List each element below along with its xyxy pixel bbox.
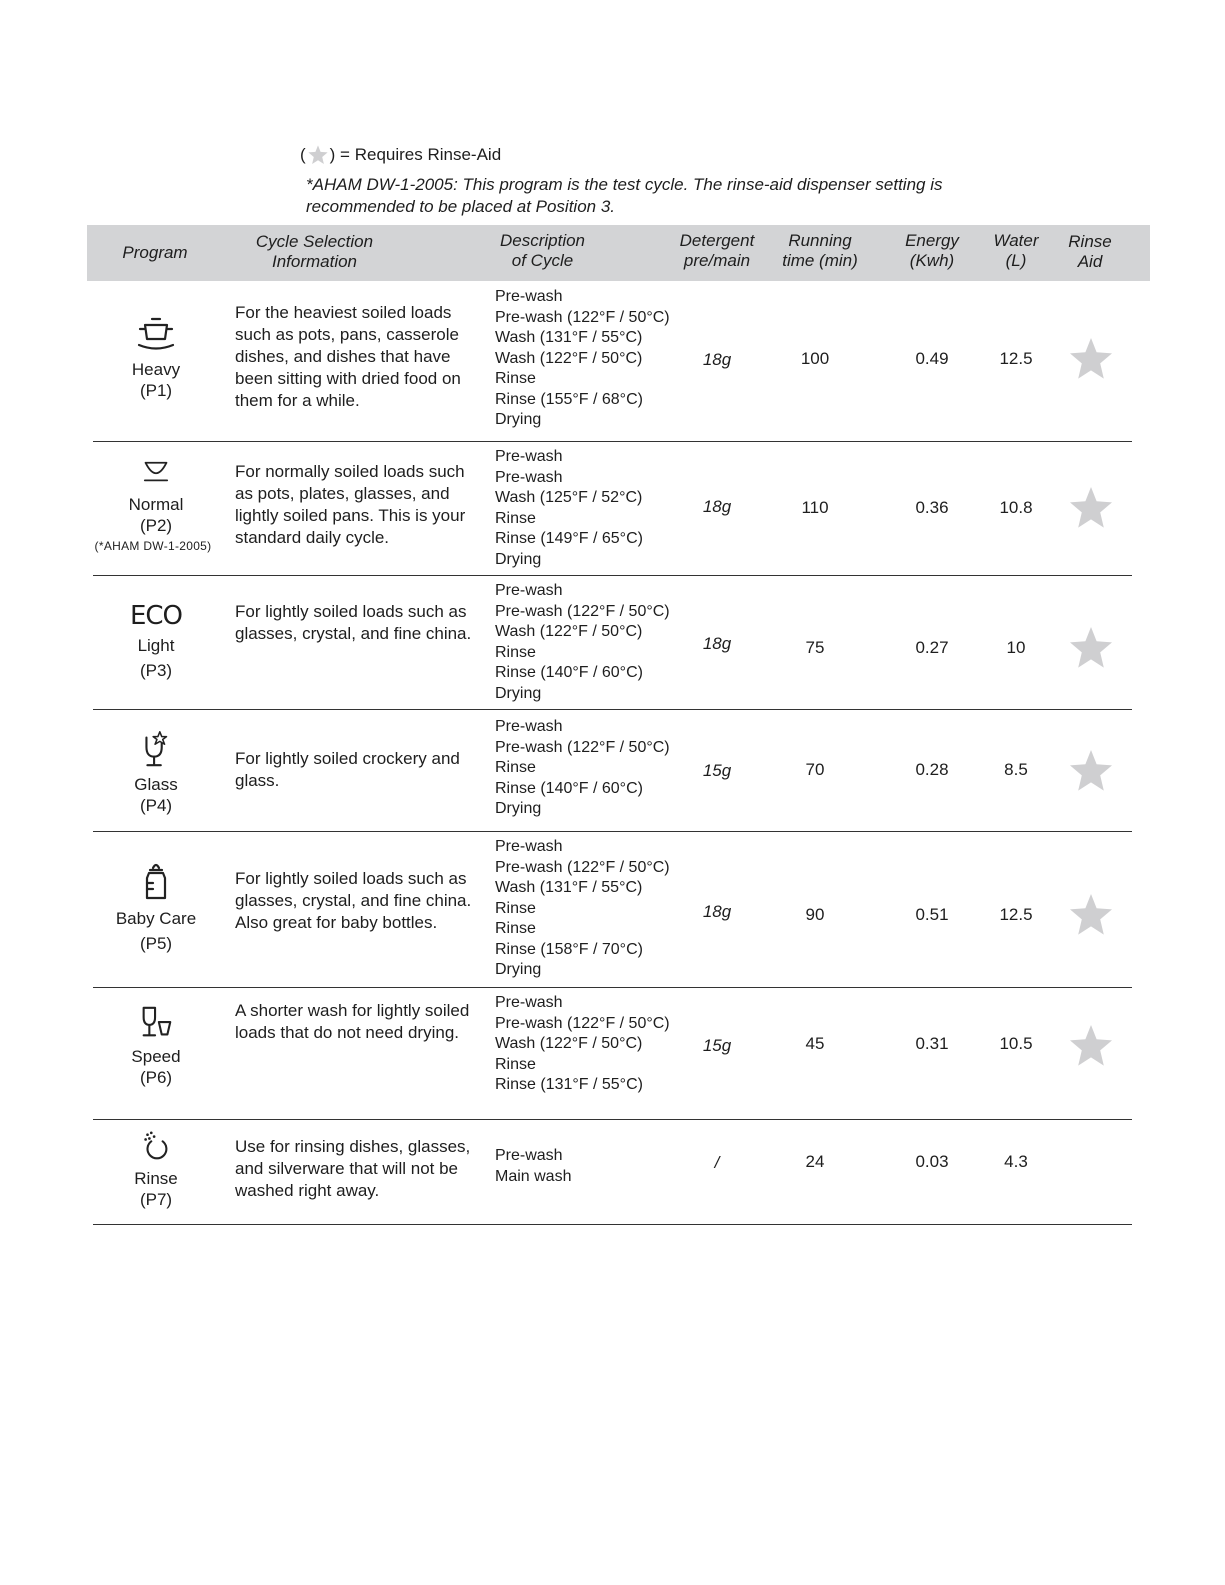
step: Pre-wash xyxy=(495,582,563,599)
step: Rinse (140°F / 60°C) xyxy=(495,779,643,797)
detergent-value: / xyxy=(714,1153,720,1172)
detergent-value: 18g xyxy=(702,497,732,516)
step: Pre-wash xyxy=(495,288,563,305)
cycle-steps xyxy=(495,717,695,820)
step: Drying xyxy=(495,684,542,702)
step: Pre-wash (122°F / 50°C) xyxy=(495,602,670,620)
rinse-aid-star-icon xyxy=(1067,335,1115,383)
cycle-steps xyxy=(495,993,695,1096)
table-row xyxy=(87,1120,1132,1225)
rinse-aid-star-icon xyxy=(1067,747,1115,795)
step: Pre-wash (122°F / 50°C) xyxy=(495,738,670,756)
water-value: 4.3 xyxy=(1004,1152,1028,1171)
program-sub: (*AHAM DW-1-2005) xyxy=(94,539,212,553)
program-name: Speed xyxy=(131,1047,181,1066)
cycle-steps xyxy=(495,1146,695,1187)
program-name: Baby Care xyxy=(115,909,197,928)
rinse-aid-star-icon xyxy=(1067,1022,1115,1070)
step: Wash (122°F / 50°C) xyxy=(495,1035,643,1052)
cycle-steps xyxy=(495,581,695,704)
energy-value: 0.03 xyxy=(915,1152,949,1171)
step: Rinse xyxy=(495,1055,536,1073)
step: Wash (131°F / 55°C) xyxy=(495,879,643,896)
energy-value: 0.51 xyxy=(915,905,949,924)
eco-icon: ECO xyxy=(129,601,183,631)
glass-icon xyxy=(134,728,178,770)
program-code: (P4) xyxy=(139,796,173,815)
step: Pre-wash xyxy=(495,718,563,735)
rinse-aid-legend xyxy=(300,144,501,166)
step: Pre-wash (122°F / 50°C) xyxy=(495,1014,670,1032)
step: Drying xyxy=(495,800,542,817)
step: Pre-wash xyxy=(495,448,563,465)
table-row xyxy=(87,832,1132,988)
cycle-info: Use for rinsing dishes, glasses, and silverware that will not be washed right away. xyxy=(235,1137,471,1200)
program-code: (P2) xyxy=(139,516,173,535)
water-value: 8.5 xyxy=(1004,760,1028,779)
heavy-pot-icon xyxy=(134,315,178,355)
program-name: Rinse xyxy=(134,1169,178,1188)
detergent-value: 18g xyxy=(702,902,732,921)
water-value: 10 xyxy=(1006,638,1026,657)
step: Rinse xyxy=(495,759,536,776)
step: Rinse (140°F / 60°C) xyxy=(495,664,643,681)
legend-open-paren: ( xyxy=(300,145,306,164)
header-detergent: Detergent pre/main xyxy=(679,231,755,270)
detergent-value: 15g xyxy=(702,1036,732,1055)
step: Wash (125°F / 52°C) xyxy=(495,489,643,506)
step: Pre-wash (122°F / 50°C) xyxy=(495,858,670,876)
program-code: (P3) xyxy=(139,661,173,680)
running-time-value: 70 xyxy=(805,760,825,779)
running-time-value: 90 xyxy=(805,905,825,924)
water-value: 10.8 xyxy=(999,498,1033,517)
running-time-value: 110 xyxy=(801,498,829,517)
running-time-value: 75 xyxy=(805,638,825,657)
step: Rinse xyxy=(495,643,536,661)
table-row xyxy=(87,710,1132,832)
step: Wash (122°F / 50°C) xyxy=(495,623,643,640)
step: Pre-wash xyxy=(495,838,563,855)
step: Rinse xyxy=(495,509,536,527)
cycle-info: For lightly soiled loads such as glasses, crystal, and fine china. xyxy=(235,602,472,643)
rinse-spray-icon xyxy=(134,1130,178,1164)
step: Pre-wash (122°F / 50°C) xyxy=(495,308,670,326)
program-code: (P7) xyxy=(139,1190,173,1209)
step: Drying xyxy=(495,411,542,428)
running-time-value: 45 xyxy=(805,1034,825,1053)
step: Wash (122°F / 50°C) xyxy=(495,349,643,367)
step: Drying xyxy=(495,961,542,978)
step: Main wash xyxy=(495,1167,572,1185)
table-row xyxy=(87,988,1132,1120)
header-rinse-aid: Rinse Aid xyxy=(1068,232,1112,271)
water-value: 10.5 xyxy=(999,1034,1033,1053)
running-time-value: 24 xyxy=(805,1152,825,1171)
energy-value: 0.31 xyxy=(915,1034,949,1053)
running-time-value: 100 xyxy=(800,349,830,368)
program-name: Glass xyxy=(134,775,178,794)
program-cell xyxy=(87,602,225,681)
header-energy: Energy (Kwh) xyxy=(905,231,959,270)
step: Rinse (149°F / 65°C) xyxy=(495,530,643,547)
energy-value: 0.27 xyxy=(915,638,949,657)
detergent-value: 15g xyxy=(702,761,732,780)
water-value: 12.5 xyxy=(999,905,1033,924)
energy-value: 0.28 xyxy=(915,760,949,779)
step: Rinse xyxy=(495,370,536,387)
step: Rinse (158°F / 70°C) xyxy=(495,940,643,958)
baby-bottle-icon xyxy=(134,860,178,904)
cycle-steps xyxy=(495,837,695,981)
header-cycle-selection: Cycle Selection Information xyxy=(255,232,374,271)
cycle-info: For lightly soiled crockery and glass. xyxy=(235,749,460,790)
step: Rinse (155°F / 68°C) xyxy=(495,390,643,408)
cycle-info: A shorter wash for lightly soiled loads that do not need drying. xyxy=(235,1001,470,1042)
cycle-info: For the heaviest soiled loads such as pots, pans, casserole dishes, and dishes that have been sitting with dried food on them for a while. xyxy=(235,303,461,410)
program-cell xyxy=(87,1004,225,1088)
cycle-info: For lightly soiled loads such as glasses, crystal, and fine china. Also great for baby bottles. xyxy=(235,869,472,932)
program-cell xyxy=(87,1130,225,1210)
program-name: Heavy xyxy=(131,360,181,379)
normal-bowl-icon xyxy=(134,458,178,490)
rinse-aid-star-icon xyxy=(1067,891,1115,939)
program-code: (P1) xyxy=(139,381,173,400)
step: Pre-wash xyxy=(495,994,563,1011)
speed-glass-cup-icon xyxy=(134,1004,178,1042)
step: Rinse xyxy=(495,920,536,937)
step: Rinse (131°F / 55°C) xyxy=(495,1076,643,1093)
aham-note: *AHAM DW-1-2005: This program is the test cycle. The rinse-aid dispenser setting is recommended to be placed at Position 3. xyxy=(306,175,943,216)
header-description: Description of Cycle xyxy=(499,231,586,270)
step: Drying xyxy=(495,550,542,568)
energy-value: 0.36 xyxy=(915,498,949,517)
cycle-steps xyxy=(495,447,695,570)
rinse-aid-star-icon xyxy=(1067,624,1115,672)
row-divider xyxy=(93,1224,1132,1225)
header-running-time: Running time (min) xyxy=(782,231,858,270)
program-cell xyxy=(87,458,225,557)
legend-text: ) = Requires Rinse-Aid xyxy=(329,145,502,164)
step: Wash (131°F / 55°C) xyxy=(495,329,643,346)
table-header xyxy=(87,225,1150,281)
star-icon xyxy=(307,144,329,166)
table-row xyxy=(87,576,1132,710)
step: Pre-wash xyxy=(495,1147,563,1164)
header-program: Program xyxy=(122,243,188,262)
program-cell xyxy=(87,315,225,401)
program-code: (P5) xyxy=(139,934,173,953)
table-row xyxy=(87,442,1132,576)
header-water: Water (L) xyxy=(993,231,1039,270)
program-cell xyxy=(87,728,225,816)
cycle-info: For normally soiled loads such as pots, plates, glasses, and lightly soiled pans. This is your standard daily cycle. xyxy=(235,462,466,547)
detergent-value: 18g xyxy=(702,350,732,369)
detergent-value: 18g xyxy=(702,634,732,653)
table-row xyxy=(87,285,1132,442)
step: Rinse xyxy=(495,899,536,917)
program-name: Light xyxy=(137,636,175,655)
energy-value: 0.49 xyxy=(915,349,949,368)
cycle-steps xyxy=(495,287,695,431)
step: Pre-wash xyxy=(495,468,563,486)
program-name: Normal xyxy=(128,495,184,514)
water-value: 12.5 xyxy=(999,349,1033,368)
rinse-aid-star-icon xyxy=(1067,484,1115,532)
program-code: (P6) xyxy=(139,1068,173,1087)
program-cell xyxy=(87,860,225,954)
